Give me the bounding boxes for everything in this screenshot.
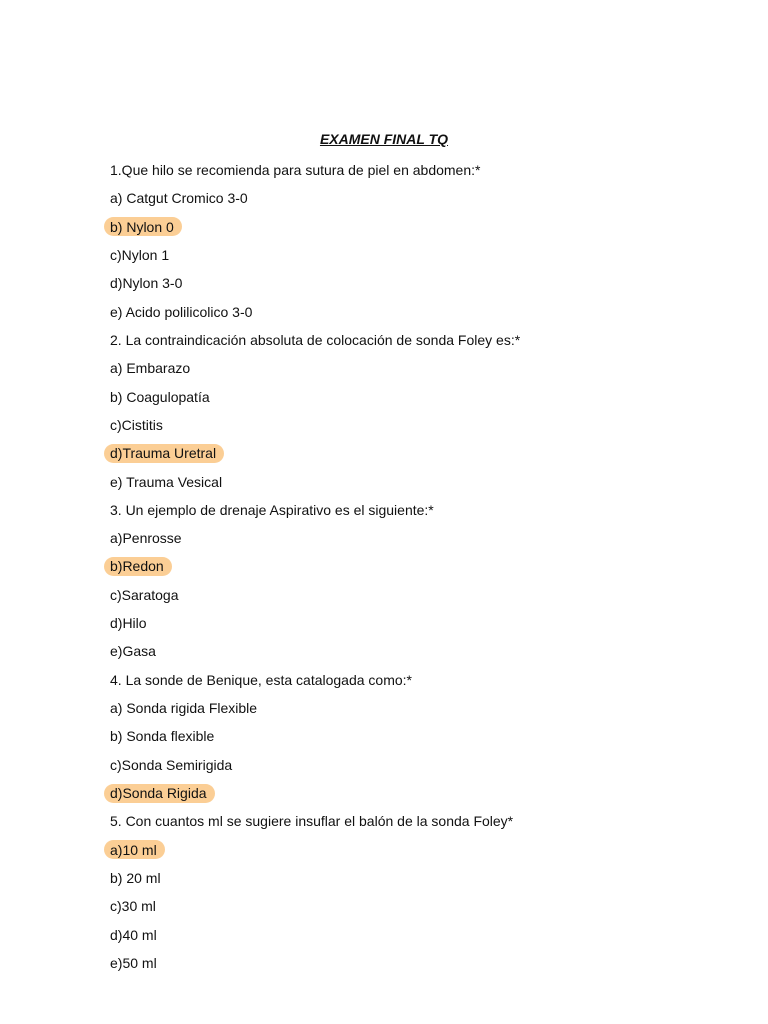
question-line: e)Gasa xyxy=(110,643,156,660)
answer-line-highlighted: d)Sonda Rigida xyxy=(110,785,207,802)
question-line: 4. La sonde de Benique, esta catalogada como:* xyxy=(110,671,412,688)
answer-line-highlighted: d)Trauma Uretral xyxy=(110,445,217,462)
question-line: 1.Que hilo se recomienda para sutura de piel en abdomen:* xyxy=(110,162,481,178)
question-line: b) Sonda flexible xyxy=(110,728,215,745)
question-line: a)Penrosse xyxy=(110,530,182,547)
answer-line-highlighted: a)10 ml xyxy=(110,841,157,858)
question-line: a) Catgut Cromico 3-0 xyxy=(110,190,248,207)
question-line: c)Saratoga xyxy=(110,586,179,603)
question-line: a) Embarazo xyxy=(110,360,191,377)
answer-line-highlighted: b) Nylon 0 xyxy=(110,218,174,235)
question-line: d)40 ml xyxy=(110,926,157,943)
question-line: d)Nylon 3-0 xyxy=(110,275,183,292)
question-line: a) Sonda rigida Flexible xyxy=(110,700,258,717)
question-line: c)30 ml xyxy=(110,898,156,915)
question-line: c)Cistitis xyxy=(110,416,163,433)
question-line: d)Hilo xyxy=(110,615,147,632)
question-line: b) Coagulopatía xyxy=(110,388,210,405)
question-line: b) 20 ml xyxy=(110,870,161,886)
question-line: 5. Con cuantos ml se sugiere insuflar el balón de la sonda Foley* xyxy=(110,813,514,830)
document-title: EXAMEN FINAL TQ xyxy=(319,131,449,147)
question-line: 3. Un ejemplo de drenaje Aspirativo es el siguiente:* xyxy=(110,501,434,518)
question-line: e)50 ml xyxy=(110,954,157,971)
question-line: 2. La contraindicación absoluta de colocación de sonda Foley es:* xyxy=(110,331,521,348)
answer-line-highlighted: b)Redon xyxy=(110,558,164,575)
question-line: e) Acido polilicolico 3-0 xyxy=(110,303,253,320)
question-line: c)Sonda Semirigida xyxy=(110,756,233,773)
question-line: c)Nylon 1 xyxy=(110,246,170,263)
question-line: e) Trauma Vesical xyxy=(110,473,223,490)
